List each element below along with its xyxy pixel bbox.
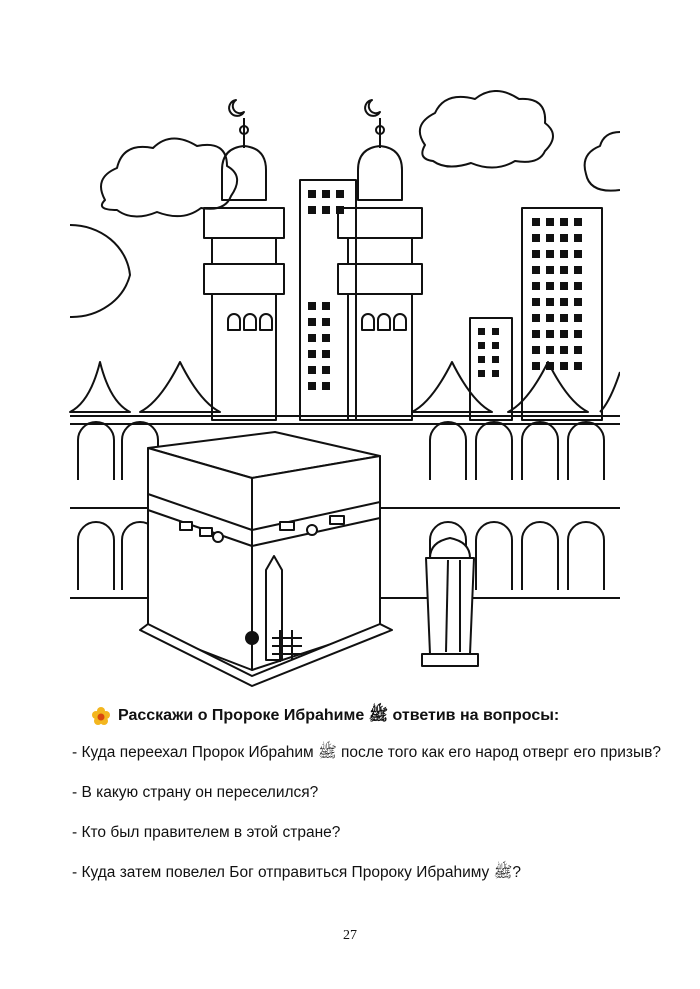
minaret-middle <box>338 100 422 420</box>
kaaba-coloring-illustration <box>60 90 620 710</box>
questions-list <box>72 741 662 901</box>
minaret-left <box>204 100 284 420</box>
cloud-left <box>101 138 237 216</box>
heading-text: Расскажи о Пророке Ибраhиме ﷺ ответив на вопросы: <box>118 706 560 724</box>
cloud-edge <box>585 132 620 191</box>
question-item: - Куда переехал Пророк Ибраhим ﷺ после того как его народ отверг его призыв? <box>72 744 661 761</box>
question-item: - Куда затем повелел Бог отправиться Пророку Ибраhиму ﷺ? <box>72 864 521 881</box>
question-item: - Кто был правителем в этой стране? <box>72 824 341 841</box>
building-right <box>522 208 602 420</box>
kaaba <box>140 432 392 686</box>
cloud-right <box>420 91 553 168</box>
sun <box>70 225 130 317</box>
page-number: 27 <box>343 928 357 943</box>
question-item: - В какую страну он переселился? <box>72 784 319 801</box>
section-heading <box>92 703 652 729</box>
maqam-ibrahim <box>422 538 478 666</box>
building-small <box>470 318 512 420</box>
flower-icon <box>92 707 110 725</box>
